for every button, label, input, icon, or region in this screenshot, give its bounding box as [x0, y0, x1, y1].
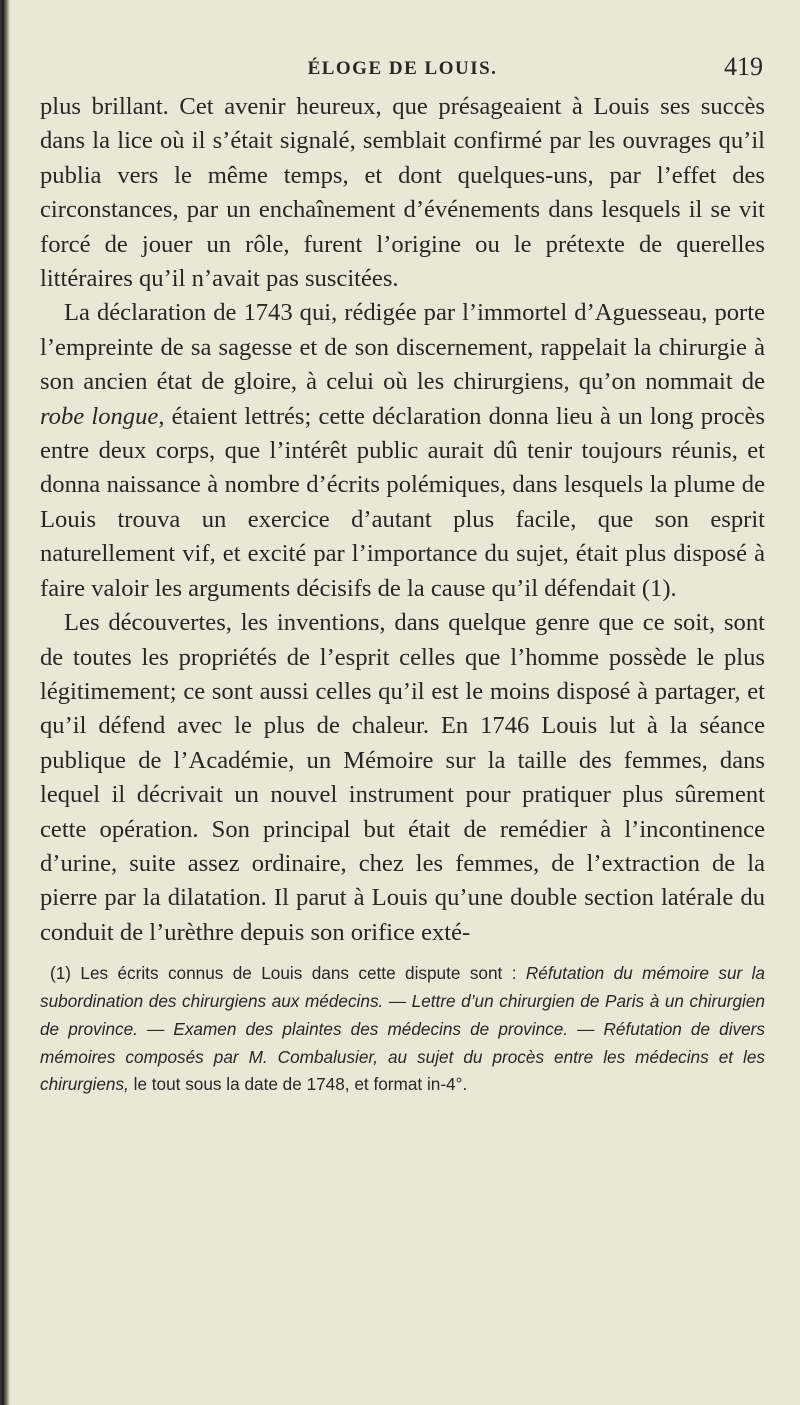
- paragraph-2-text-b: , étaient lettrés; cette déclaration donna lieu à un long procès entre deux corps, que l’intérêt public aurait dû tenir toujours réunis, et donna naissance à nombre d’écrits polémiques, dans lesquels la plume de Louis trouva un exercice d’autant plus facile, que son esprit naturellement vif, et excité par l’importance du sujet, était plus disposé à faire valoir les arguments décisifs de la cause qu’il défendait (1).: [40, 402, 765, 602]
- footnote-title-1: Réfutation du mémoire sur la subordination des chirurgiens aux médecins.: [40, 963, 765, 1011]
- running-title: ÉLOGE DE LOUIS.: [307, 58, 498, 79]
- footnote-title-4: Réfutation de divers mémoires composés par M. Combalusier, au sujet du procès entre les médecins et les chirurgiens,: [40, 1018, 765, 1095]
- body-text: [40, 90, 765, 950]
- footnote-tail: le tout sous la date de 1748, et format in-4°.: [128, 1074, 468, 1095]
- book-binding-edge: [0, 0, 10, 1405]
- paragraph-3: Les découvertes, les inventions, dans quelque genre que ce soit, sont de toutes les propriétés de l’esprit celles que l’homme possède le plus légitimement; ce sont aussi celles qu’il est le moins disposé à partager, et qu’il défend avec le plus de chaleur. En 1746 Louis lut à la séance publique de l’Académie, un Mémoire sur la taille des femmes, dans lequel il décrivait un nouvel instrument pour pratiquer plus sûrement cette opération. Son principal but était de remédier à l’incontinence d’urine, suite assez ordinaire, chez les femmes, de l’extraction de la pierre par la dilatation. Il parut à Louis qu’une double section latérale du conduit de l’urèthre depuis son orifice exté-: [40, 609, 765, 946]
- paragraph-2: [40, 296, 765, 606]
- running-head: [40, 52, 765, 86]
- footnote-lead: (1) Les écrits connus de Louis dans cette dispute sont :: [50, 963, 526, 984]
- paragraph-2-italic-term: robe longue: [40, 402, 159, 430]
- page-number: 419: [724, 52, 763, 81]
- footnote: [40, 960, 765, 1099]
- paragraph-1: plus brillant. Cet avenir heureux, que présageaient à Louis ses succès dans la lice où il s’était signalé, semblait confirmé par les ouvrages qu’il publia vers le même temps, et dont quelques-uns, par l’effet des circonstances, par un enchaînement d’événements dans lesquels il se vit forcé de jouer un rôle, furent l’origine ou le prétexte de querelles littéraires qu’il n’avait pas suscitées.: [40, 93, 765, 293]
- footnote-separator: —: [568, 1018, 604, 1039]
- footnote-separator: —: [137, 1018, 174, 1039]
- footnote-separator: —: [383, 990, 412, 1011]
- paragraph-2-text-a: La déclaration de 1743 qui, rédigée par l’immortel d’Aguesseau, porte l’empreinte de sa sagesse et de son discernement, rappelait la chirurgie à son ancien état de gloire, à celui où les chirurgiens, qu’on nommait de: [40, 299, 765, 396]
- footnote-title-2: Lettre d’un chirurgien de Paris à un chirurgien de province.: [40, 990, 765, 1039]
- book-page: [40, 52, 765, 1099]
- footnote-title-3: Examen des plaintes des médecins de province.: [173, 1018, 569, 1039]
